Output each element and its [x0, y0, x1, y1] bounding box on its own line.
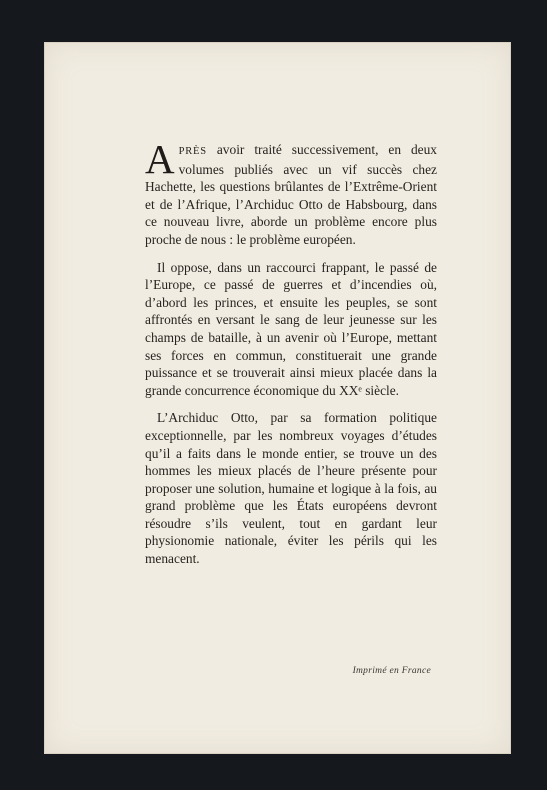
imprint-note: Imprimé en France	[352, 666, 431, 676]
paragraph-1	[145, 136, 437, 249]
paragraph-3: L’Archiduc Otto, par sa formation politique exceptionnelle, par les nombreux voyages d’études qu’il a faits dans le monde entier, se trouve un des hommes les mieux placés de l’heure présente pour proposer une solution, humaine et logique à la fois, au grand problème que les États européens devront résoudre s’ils veulent, tout en gardant leur physionomie nationale, éviter les périls qui les menacent.	[145, 410, 437, 567]
paragraph-1-text: avoir traité successivement, en deux volumes publiés avec un vif succès chez Hachette, les questions brûlantes de l’Extrême-Orient et de l’Afrique, l’Archiduc Otto de Habsbourg, dans ce nouveau livre, aborde un problème encore plus proche de nous : le problème européen.	[145, 142, 437, 247]
drop-cap: A	[145, 136, 175, 182]
blurb-text-block	[145, 136, 437, 578]
book-back-cover	[44, 42, 511, 754]
lead-smallcaps: PRÈS	[178, 146, 207, 157]
paragraph-2: Il oppose, dans un raccourci frappant, le passé de l’Europe, ce passé de guerres et d’incendies où, d’abord les princes, et ensuite les peuples, se sont affrontés en versant le sang de leur jeunesse sur les champs de bataille, à un avenir où l’Europe, mettant ses forces en commun, constituerait une grande puissance et se trouverait ainsi mieux placée dans la grande concurrence économique du XXᵉ siècle.	[145, 259, 437, 398]
